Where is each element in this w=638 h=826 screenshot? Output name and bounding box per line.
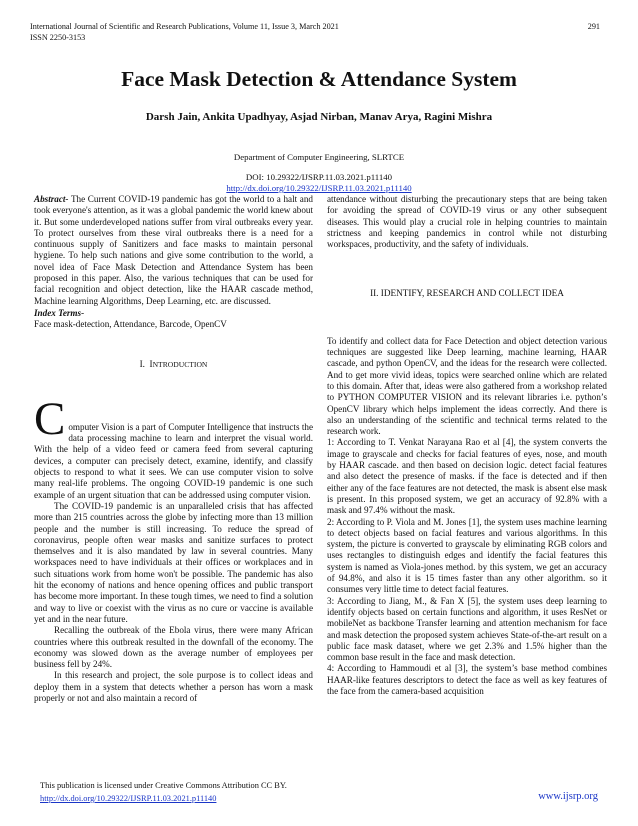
section-heading-introduction <box>34 359 313 370</box>
doi-text: DOI: 10.29322/IJSRP.11.03.2021.p11140 <box>245 172 393 182</box>
intro-p1-text: omputer Vision is a part of Computer Intelligence that instructs the data processing machine to learn and interpret the visual world. With the help of a video feed or camera feed from several capturing devices, a computer can precisely detect, examine, identify, and classify objects to respond to what it sees. We can use computer vision to solve many real-life problems. The ongoing COVID-19 pandemic is one such example of an urgent situation that can be addressed using computer vision. <box>34 421 313 500</box>
list-item-3: 3: According to Jiang, M., & Fan X [5], the system uses deep learning to identify objects based on certain functions and algorithm, it uses ResNet or mobileNet as backbone Transfer learning and attention mechanism for face and mask detection the proposed system achieves State-of-the-art result on a public face mask dataset, where we get 2.3% and 1.5% higher than the common base result in the face and mask detection. <box>327 595 607 663</box>
intro-paragraph-4: In this research and project, the sole purpose is to collect ideas and deploy them in a system that detects whether a person has worn a mask properly or not and also maintain a record of <box>34 670 313 703</box>
section-number: I. <box>139 358 145 369</box>
section2-paragraph-1: To identify and collect data for Face Detection and object detection various techniques are suggested like Deep learning, machine learning, HAAR cascade, and python OpenCV, and the ideas for the research were collected. And to get more vivid ideas, topics were searched online which are related to this domain. After that, ideas were also gathered from a workshop related to PYTHON COMPUTER VISION and its relevant libraries i.e. python’s OpenCV library which helps implement the ideas correctly. And there is also an understanding of the scientific and technical terms related to the research work. <box>327 335 607 437</box>
doi-block <box>0 172 638 194</box>
intro-paragraph-1 <box>34 392 313 501</box>
affiliation: Department of Computer Engineering, SLRTCE <box>233 152 405 162</box>
list-item-2: 2: According to P. Viola and M. Jones [1], the system uses machine learning to detect objects based on facial features and various algorithms. In this system, the picture is converted to grayscale by eliminating RGB colors and uses rectangles to distinguish edges and identify the facial features this system is named as Viola-jones method. by this system, we get an accuracy of 94.8%, and also it is 15 times faster than any other algorithm. so it consumes very little time to detect facial features. <box>327 516 607 595</box>
issn: ISSN 2250-3153 <box>30 32 86 42</box>
list-item-1: 1: According to T. Venkat Narayana Rao et al [4], the system converts the image to grayscale and checks for facial features of eyes, nose, and mouth by HAAR cascade. and then based on decision logic. detect facial features and also detect the presence of masks. if the face is detected and if then either any of the face features are not detected, the mask is absent else mask is present. In this proposed system, we get an accuracy of 92.8% with a mask and 97.4% without the mask. <box>327 437 607 516</box>
drop-cap-spacer <box>34 396 313 422</box>
abstract <box>34 194 313 307</box>
abstract-text: The Current COVID-19 pandemic has got the world to a halt and took everyone's attention, as it was a global pandemic the world knew about it. But some underdeveloped nations suffer from viral outbreaks every year. To protect ourselves from these viral outbreaks there is a need for a continuous supply of Sanitizers and face masks to maintain personal hygiene. To help such nations and give some contribution to the world, a novel idea of Face Mask Detection and Attendance System has been proposed in this paper. Also, the various techniques that can be used for facial recognition and object detection, like the HAAR cascade method, Machine learning Algorithms, Deep Learning, etc. are discussed. <box>34 194 313 306</box>
running-header <box>30 22 339 43</box>
section-first-letter: I <box>149 358 153 369</box>
section-rest: NTRODUCTION <box>152 359 208 369</box>
intro-continuation: attendance without disturbing the precautionary steps that are being taken for avoiding the spread of COVID-19 virus or any other subsequent diseases. This would play a crucial role in helping countries to maintain strictness and keeping pandemics in control while not disturbing workspaces, productivity, and the safety of individuals. <box>327 194 607 250</box>
author-list: Darsh Jain, Ankita Upadhyay, Asjad Nirban, Manav Arya, Ragini Mishra <box>145 111 493 123</box>
paper-title: Face Mask Detection & Attendance System <box>121 67 517 91</box>
list-item-4: 4: According to Hammoudi et al [3], the system’s base method combines HAAR-like features descriptors to detect the face as well as key features of the face from the camera-based acquisition <box>327 663 607 696</box>
abstract-label: Abstract- <box>34 194 69 204</box>
left-column <box>34 194 313 704</box>
index-terms-text: Face mask-detection, Attendance, Barcode, OpenCV <box>34 319 227 330</box>
right-column <box>327 194 607 697</box>
footer-doi-link[interactable]: http://dx.doi.org/10.29322/IJSRP.11.03.2021.p11140 <box>40 794 217 803</box>
journal-name: International Journal of Scientific and Research Publications, Volume 11, Issue 3, March 2021 <box>30 22 339 31</box>
intro-paragraph-3: Recalling the outbreak of the Ebola virus, there were many African countries where this outbreak resulted in the downfall of the economy. The economy was slowed down as the average number of employees per business fell by 24%. <box>34 625 313 670</box>
page-number: 291 <box>587 22 600 31</box>
index-terms <box>34 308 313 319</box>
license-notice: This publication is licensed under Creative Commons Attribution CC BY. <box>40 781 287 790</box>
intro-paragraph-2: The COVID-19 pandemic is an unparalleled crisis that has affected more than 215 countries across the globe by infecting more than 13 million people and the number is still increasing. To reduce the spread of coronavirus, people often wear masks and sanitize surfaces to protect themselves and it is also mandated by law in several countries. Many workspaces need to have individuals at their offices or workplaces and in such situations work from home won't be possible. The pandemic has also hit the economy of nations and hence opening offices and public transport has become more important. In these tough times, we need to find a solution and way to live or coexist with the virus as no cure or vaccine is available yet and in the near future. <box>34 500 314 624</box>
journal-website-link[interactable]: www.ijsrp.org <box>538 791 598 802</box>
index-terms-label: Index Terms- <box>34 307 85 318</box>
section-heading-identify: II. IDENTIFY, RESEARCH AND COLLECT IDEA <box>370 288 564 299</box>
doi-link[interactable]: http://dx.doi.org/10.29322/IJSRP.11.03.2021.p11140 <box>226 183 412 193</box>
drop-cap: C <box>34 392 66 445</box>
